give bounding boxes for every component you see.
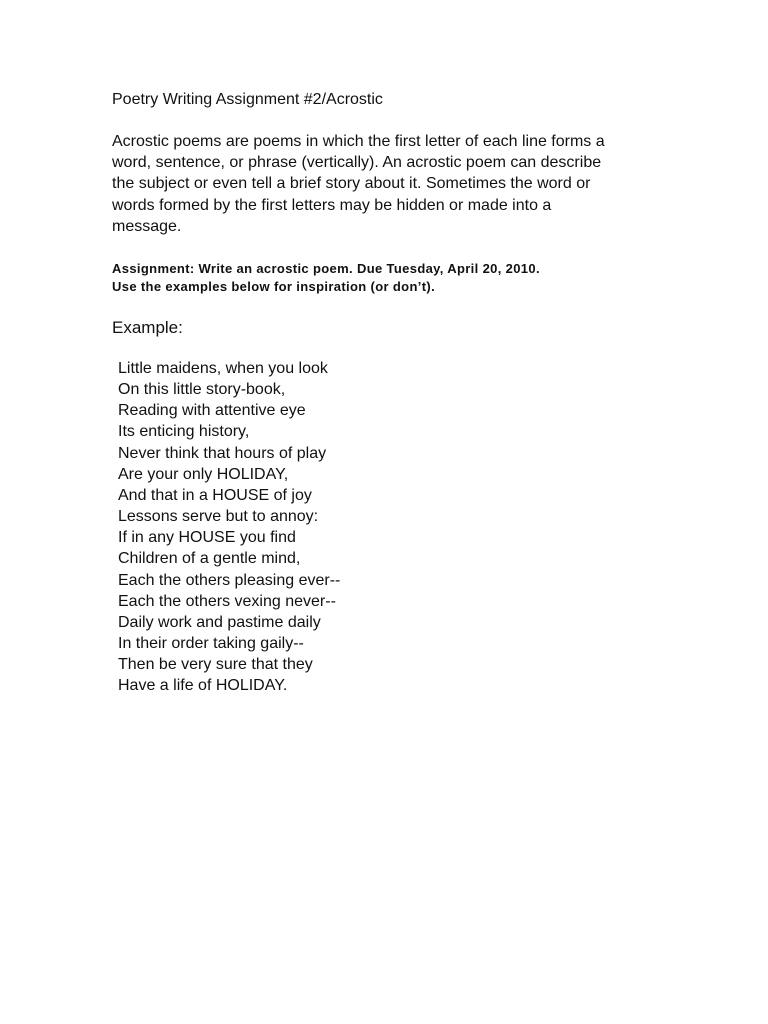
poem-line: Children of a gentle mind, (118, 550, 301, 568)
assignment-line: Assignment: Write an acrostic poem. Due Tuesday, April 20, 2010. (112, 261, 540, 276)
poem-line: Reading with attentive eye (118, 402, 306, 420)
poem-line: Each the others pleasing ever-- (118, 571, 341, 589)
poem-line: Lessons serve but to annoy: (118, 508, 319, 526)
document-title: Poetry Writing Assignment #2/Acrostic (112, 91, 383, 108)
poem-line: Its enticing history, (118, 423, 250, 441)
intro-line: message. (112, 217, 182, 235)
poem-line: Daily work and pastime daily (118, 613, 321, 631)
intro-paragraph (112, 131, 672, 237)
intro-line: the subject or even tell a brief story about it. Sometimes the word or (112, 175, 591, 193)
poem-line: Little maidens, when you look (118, 360, 328, 377)
poem-line: Never think that hours of play (118, 444, 327, 462)
poem-line: Then be very sure that they (118, 656, 313, 674)
poem-line: In their order taking gaily-- (118, 635, 304, 653)
poem-line: And that in a HOUSE of joy (118, 486, 312, 504)
intro-line: Acrostic poems are poems in which the first letter of each line forms a (112, 133, 605, 150)
poem-line: Each the others vexing never-- (118, 592, 336, 610)
poem-line: On this little story-book, (118, 381, 286, 399)
assignment-instructions (112, 260, 540, 296)
intro-line: word, sentence, or phrase (vertically). An acrostic poem can describe (112, 154, 602, 172)
example-heading: Example: (112, 318, 183, 337)
example-poem (118, 358, 340, 697)
assignment-line: Use the examples below for inspiration (or don’t). (112, 279, 436, 294)
poem-line: If in any HOUSE you find (118, 529, 296, 547)
intro-line: words formed by the first letters may be hidden or made into a (112, 196, 552, 214)
poem-line: Are your only HOLIDAY, (118, 465, 289, 483)
poem-line: Have a life of HOLIDAY. (118, 677, 288, 695)
